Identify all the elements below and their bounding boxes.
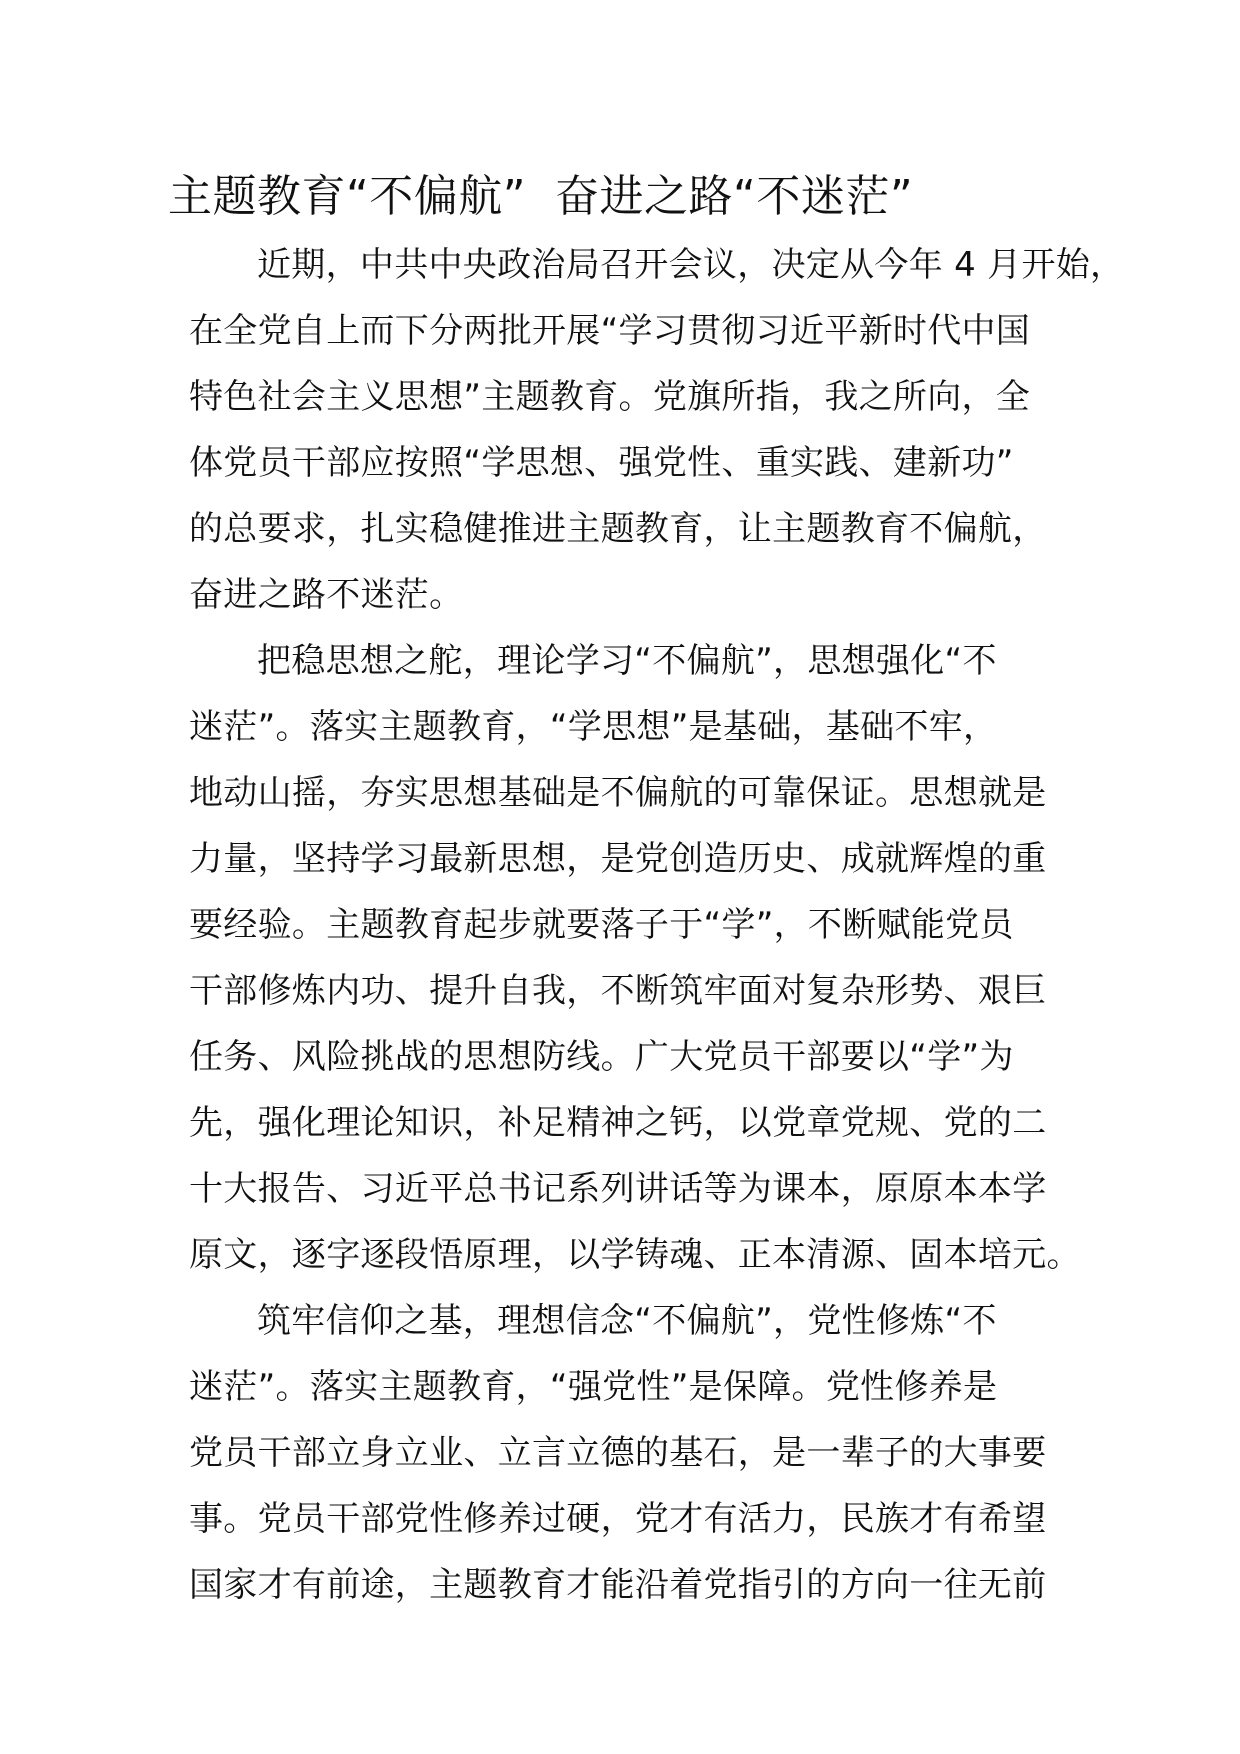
paragraph-1-line-6: 奋进之路不迷茫。 [189, 575, 464, 615]
paragraph-2-line-4: 力量，坚持学习最新思想，是党创造历史、成就辉煌的重 [189, 839, 1047, 879]
paragraph-2-line-5: 要经验。主题教育起步就要落子于“学”，不断赋能党员 [189, 905, 1014, 945]
paragraph-3-line-2: 迷茫”。落实主题教育，“强党性”是保障。党性修养是 [189, 1367, 998, 1407]
paragraph-2-line-3: 地动山摇，夯实思想基础是不偏航的可靠保证。思想就是 [189, 773, 1047, 813]
paragraph-1-line-2: 在全党自上而下分两批开展“学习贯彻习近平新时代中国 [189, 311, 1031, 351]
paragraph-2-line-1: 把稳思想之舵，理论学习“不偏航”，思想强化“不 [257, 641, 997, 681]
paragraph-3-line-3: 党员干部立身立业、立言立德的基石，是一辈子的大事要 [189, 1433, 1047, 1473]
paragraph-2-line-2: 迷茫”。落实主题教育，“学思想”是基础，基础不牢， [189, 707, 998, 747]
paragraph-2-line-10: 原文，逐字逐段悟原理，以学铸魂、正本清源、固本培元。 [189, 1235, 1081, 1275]
document-body [189, 232, 1125, 1618]
paragraph-1-line-3: 特色社会主义思想”主题教育。党旗所指，我之所向，全 [189, 377, 1031, 417]
paragraph-2-line-7: 任务、风险挑战的思想防线。广大党员干部要以“学”为 [189, 1037, 1014, 1077]
document-title: 主题教育“不偏航” 奋进之路“不迷茫” [168, 171, 914, 222]
paragraph-3-line-1: 筑牢信仰之基，理想信念“不偏航”，党性修炼“不 [257, 1301, 997, 1341]
paragraph-1-line-1: 近期，中共中央政治局召开会议，决定从今年 4 月开始， [257, 245, 1125, 285]
paragraph-1-line-5: 的总要求，扎实稳健推进主题教育，让主题教育不偏航， [189, 509, 1047, 549]
paragraph-3-line-5: 国家才有前途，主题教育才能沿着党指引的方向一往无前 [189, 1565, 1047, 1605]
paragraph-2-line-9: 十大报告、习近平总书记系列讲话等为课本，原原本本学 [189, 1169, 1047, 1209]
paragraph-3-line-4: 事。党员干部党性修养过硬，党才有活力，民族才有希望 [189, 1499, 1047, 1539]
paragraph-1-line-4: 体党员干部应按照“学思想、强党性、重实践、建新功” [189, 443, 1014, 483]
paragraph-2-line-6: 干部修炼内功、提升自我，不断筑牢面对复杂形势、艰巨 [189, 971, 1047, 1011]
paragraph-2-line-8: 先，强化理论知识，补足精神之钙，以党章党规、党的二 [189, 1103, 1047, 1143]
